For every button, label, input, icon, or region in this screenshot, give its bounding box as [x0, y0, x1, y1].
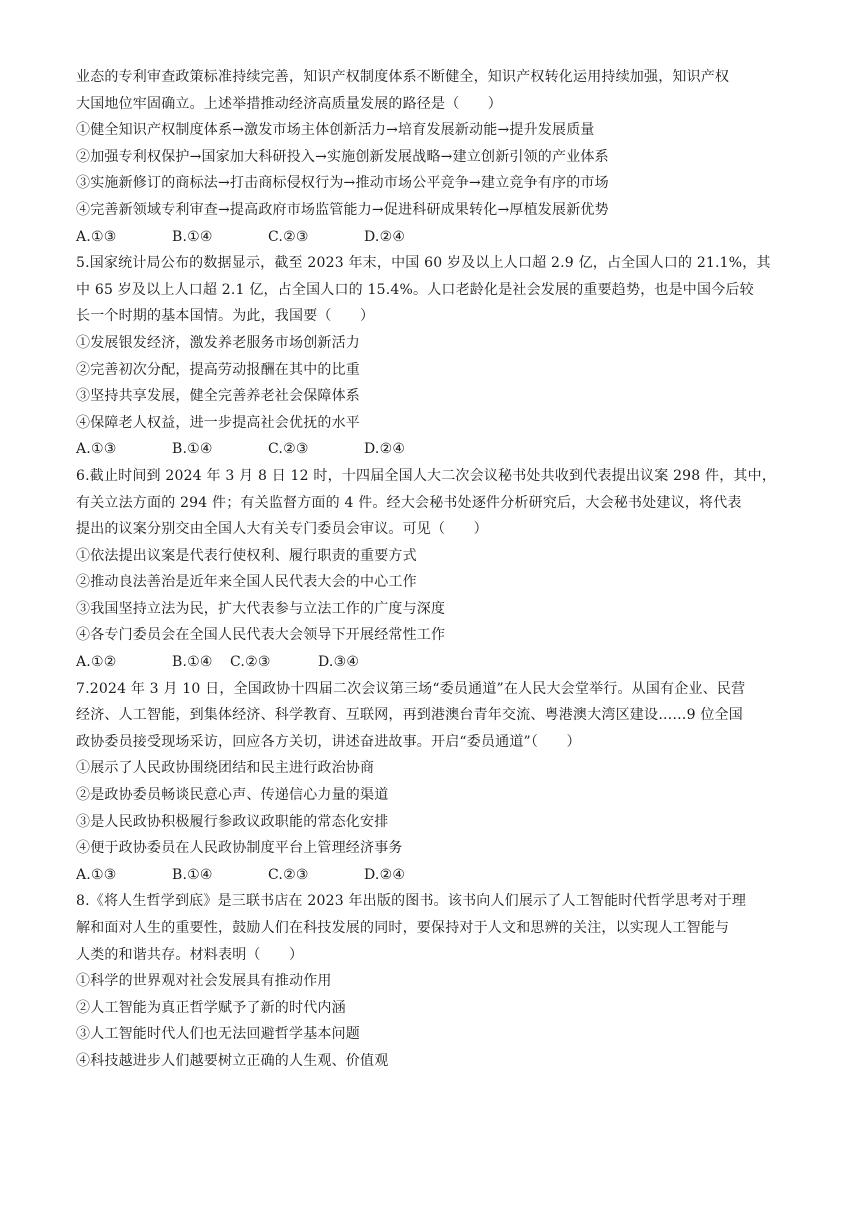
question-text: 人类的和谐共存。材料表明（ ） [76, 946, 304, 963]
answer-options [76, 436, 796, 463]
statement: ③坚持共享发展，健全完善养老社会保障体系 [76, 388, 360, 405]
statement: ②完善初次分配，提高劳动报酬在其中的比重 [76, 361, 360, 378]
statement: ①依法提出议案是代表行使权利、履行职责的重要方式 [76, 547, 417, 564]
option-d: D.②④ [364, 228, 406, 245]
option-b: B.①④ [172, 441, 213, 458]
option-a: A.①③ [76, 866, 117, 883]
option-c: C.②③ [268, 228, 309, 245]
question-text: 有关立法方面的 294 件；有关监督方面的 4 件。经大会秘书处逐件分析研究后，大会秘书处建议，将代表 [76, 494, 742, 511]
statement: ②是政协委员畅谈民意心声、传递信心力量的渠道 [76, 787, 389, 804]
statement: ④各专门委员会在全国人民代表大会领导下开展经常性工作 [76, 627, 446, 644]
exam-page [76, 64, 796, 1075]
statement: ①健全知识产权制度体系→激发市场主体创新活力→培育发展新动能→提升发展质量 [76, 122, 595, 139]
statement: ①展示了人民政协围绕团结和民主进行政治协商 [76, 760, 375, 777]
answer-options [76, 649, 796, 676]
question-text: 业态的专利审查政策标准持续完善，知识产权制度体系不断健全，知识产权转化运用持续加强，知识产权 [76, 69, 730, 85]
question-text: 7.2024 年 3 月 10 日，全国政协十四届二次会议第三场“委员通道”在人民大会堂举行。从国有企业、民营 [76, 680, 746, 697]
statement: ②加强专利权保护→国家加大科研投入→实施创新发展战略→建立创新引领的产业体系 [76, 148, 609, 165]
question-text: 8.《将人生哲学到底》是三联书店在 2023 年出版的图书。该书向人们展示了人工智能时代哲学思考对于理 [76, 893, 747, 910]
question-text: 5.国家统计局公布的数据显示，截至 2023 年末，中国 60 岁及以上人口超 2.9 亿，占全国人口的 21.1%，其 [76, 255, 771, 272]
statement: ④便于政协委员在人民政协制度平台上管理经济事务 [76, 840, 403, 857]
question-text: 解和面对人生的重要性，鼓励人们在科技发展的同时，要保持对于人文和思辨的关注，以实现人工智能与 [76, 920, 730, 936]
option-c: C.②③ [268, 441, 309, 458]
question-text: 政协委员接受现场采访，回应各方关切，讲述奋进故事。开启“委员通道”（ ） [76, 733, 581, 750]
option-d: D.③④ [318, 654, 360, 671]
option-b: B.①④ [172, 654, 213, 671]
question-text: 大国地位牢固确立。上述举措推动经济高质量发展的路径是（ ） [76, 95, 502, 112]
question-text: 长一个时期的基本国情。为此，我国要（ ） [76, 308, 375, 325]
option-a: A.①② [76, 654, 117, 671]
answer-options [76, 862, 796, 889]
option-c: C.②③ [268, 866, 309, 883]
question-text: 提出的议案分别交由全国人大有关专门委员会审议。可见（ ） [76, 521, 488, 538]
answer-options [76, 224, 796, 251]
question-text: 中 65 岁及以上人口超 2.1 亿，占全国人口的 15.4%。人口老龄化是社会发展的重要趋势，也是中国今后较 [76, 281, 754, 298]
statement: ③我国坚持立法为民，扩大代表参与立法工作的广度与深度 [76, 600, 446, 617]
option-d: D.②④ [364, 866, 406, 883]
statement: ①科学的世界观对社会发展具有推动作用 [76, 973, 332, 990]
statement: ①发展银发经济，激发养老服务市场创新活力 [76, 334, 360, 351]
statement: ②人工智能为真正哲学赋予了新的时代内涵 [76, 999, 346, 1016]
option-a: A.①③ [76, 441, 117, 458]
statement: ④完善新领域专利审查→提高政府市场监管能力→促进科研成果转化→厚植发展新优势 [76, 201, 609, 218]
statement: ③人工智能时代人们也无法回避哲学基本问题 [76, 1026, 360, 1043]
question-text: 6.截止时间到 2024 年 3 月 8 日 12 时，十四届全国人大二次会议秘书处共收到代表提出议案 298 件，其中， [76, 467, 777, 484]
statement: ③是人民政协积极履行参政议政职能的常态化安排 [76, 813, 389, 830]
statement: ③实施新修订的商标法→打击商标侵权行为→推动市场公平竞争→建立竞争有序的市场 [76, 175, 609, 192]
statement: ④保障老人权益，进一步提高社会优抚的水平 [76, 414, 360, 431]
option-d: D.②④ [364, 441, 406, 458]
statement: ④科技越进步人们越要树立正确的人生观、价值观 [76, 1052, 389, 1069]
option-b: B.①④ [172, 228, 213, 245]
question-text: 经济、人工智能，到集体经济、科学教育、互联网，再到港澳台青年交流、粤港澳大湾区建设……9 位全国 [76, 707, 743, 724]
option-a: A.①③ [76, 228, 117, 245]
option-b: B.①④ [172, 866, 213, 883]
statement: ②推动良法善治是近年来全国人民代表大会的中心工作 [76, 574, 417, 591]
option-c: C.②③ [230, 654, 271, 671]
